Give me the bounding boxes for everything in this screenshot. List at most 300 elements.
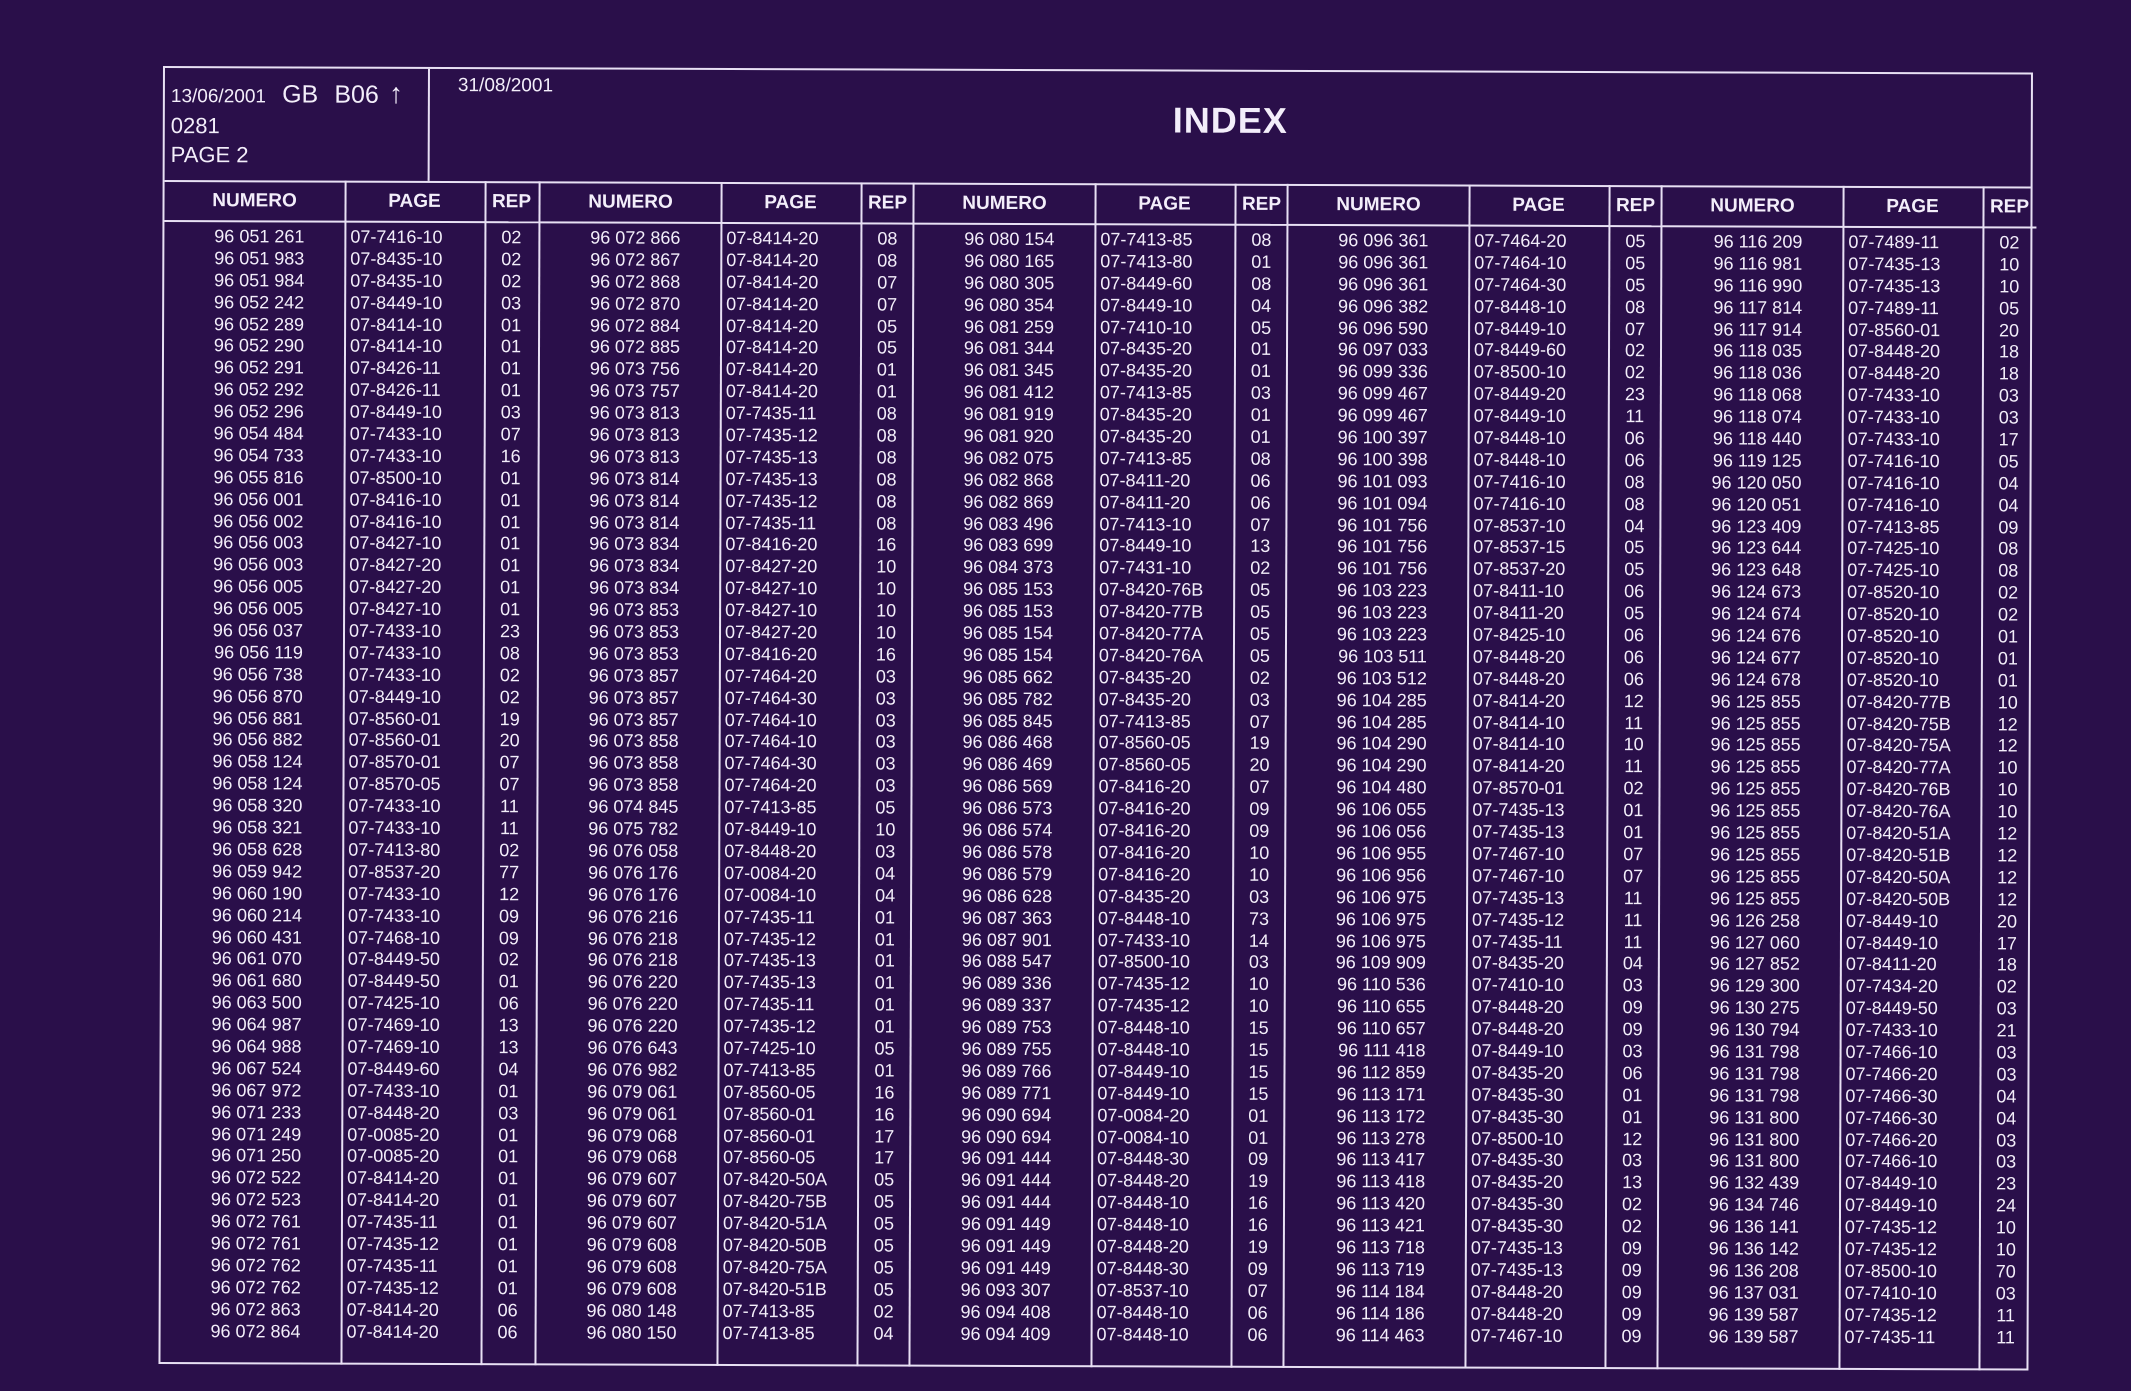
table-row [1285,1303,1659,1326]
table-row [1288,230,1662,253]
numero-cell: 96 096 361 [1338,251,1429,273]
table-row [1288,427,1662,450]
table-row [1285,1084,1659,1107]
table-row [538,1037,912,1060]
page-cell: 07-7416-10 [1847,450,1940,472]
table-row [914,272,1288,295]
rep-cell: 02 [499,840,520,861]
numero-cell: 96 099 467 [1337,405,1428,426]
page-cell: 07-7435-11 [723,906,815,927]
page-cell: 07-8411-20 [1473,602,1564,624]
rep-cell: 03 [875,753,896,774]
numero-cell: 96 104 285 [1336,711,1427,733]
header-page: PAGE [764,192,817,214]
numero-cell: 96 056 738 [212,663,303,685]
rep-cell: 10 [1997,801,2018,822]
table-row [1661,560,2035,583]
table-row [537,1081,911,1104]
table-row [1285,1127,1659,1150]
table-row [912,951,1286,974]
numero-cell: 96 076 220 [587,993,678,1014]
page-cell: 07-7435-11 [346,1211,438,1233]
rep-cell: 16 [875,644,897,665]
page-cell: 07-7435-11 [346,1255,438,1276]
numero-cell: 96 072 762 [210,1276,301,1298]
page-cell: 07-0085-20 [347,1146,440,1167]
rep-cell: 11 [1624,756,1643,777]
numero-cell: 96 076 982 [587,1059,678,1080]
numero-cell: 96 091 449 [960,1235,1051,1257]
numero-cell: 96 091 444 [960,1191,1052,1213]
page-cell: 07-8560-05 [1098,732,1191,754]
rep-cell: 09 [1621,1325,1642,1346]
numero-cell: 96 131 798 [1709,1041,1800,1062]
table-row [538,796,912,819]
page-cell: 07-8414-20 [346,1321,439,1342]
numero-cell: 96 099 336 [1337,361,1428,382]
page-cell: 07-8500-10 [349,467,442,488]
numero-cell: 96 073 834 [589,533,680,555]
table-row [911,1126,1285,1149]
rep-cell: 06 [497,1321,518,1342]
table-row [913,666,1287,689]
table-row [537,1103,911,1126]
table-row [1287,558,1661,581]
table-row [163,664,537,687]
table-row [537,1300,911,1323]
page-cell: 07-8448-20 [1847,341,1941,362]
column-headers [540,181,914,224]
numero-cell: 96 103 223 [1336,624,1428,645]
numero-cell: 96 082 075 [963,447,1054,469]
numero-cell: 96 076 176 [588,862,679,883]
page-cell: 07-8560-05 [723,1081,816,1103]
header-rep: REP [867,192,908,214]
numero-cell: 96 085 782 [962,688,1053,709]
rep-cell: 08 [1625,296,1646,317]
page-cell: 07-7467-10 [1472,843,1565,864]
table-row [911,1236,1285,1259]
page-cell: 07-8448-10 [1473,449,1566,470]
page-cell: 07-8414-20 [346,1299,439,1320]
header-rep: REP [1241,193,1282,215]
page-cell: 07-8414-20 [347,1167,440,1189]
rep-cell: 01 [1997,670,2018,691]
numero-cell: 96 089 755 [961,1038,1052,1060]
up-arrow-icon: ↑ [388,77,404,109]
page-cell: 07-8449-10 [1844,1195,1938,1216]
table-row [911,1170,1285,1193]
numero-cell: 96 124 676 [1710,625,1802,646]
page-cell: 07-7435-12 [725,490,818,511]
table-row [539,731,913,754]
numero-cell: 96 125 855 [1710,822,1801,843]
table-row [911,1082,1285,1105]
rep-cell: 08 [876,469,897,490]
rep-cell: 10 [1249,842,1270,863]
page-cell: 07-8420-50A [723,1169,828,1190]
table-row [1661,516,2035,539]
table-row [164,379,538,402]
rep-cell: 05 [1624,537,1645,558]
rep-cell: 03 [1995,1283,2016,1304]
table-row [161,1233,535,1256]
page-cell: 07-8435-20 [1099,338,1193,360]
rep-cell: 01 [1248,1105,1269,1126]
page-cell: 07-8448-10 [1096,1301,1189,1323]
numero-cell: 96 079 608 [586,1256,677,1277]
rep-cell: 09 [1621,1281,1642,1302]
numero-cell: 96 110 657 [1336,1018,1426,1039]
numero-cell: 96 081 412 [963,382,1054,403]
rep-cell: 02 [499,664,520,686]
page-cell: 07-8425-10 [1472,624,1566,645]
table-row [1659,1260,2033,1283]
numero-cell: 96 076 220 [587,971,678,993]
rep-cell: 03 [1622,975,1643,996]
table-row [1659,1216,2033,1239]
table-row [1659,1304,2033,1327]
numero-cell: 96 123 409 [1711,515,1802,537]
rep-cell: 02 [1624,340,1646,361]
table-row [912,842,1286,865]
table-row [1661,669,2035,692]
table-row [1662,275,2036,298]
numero-cell: 96 114 184 [1335,1280,1425,1302]
table-row [537,1234,911,1257]
numero-cell: 96 072 522 [210,1167,302,1188]
numero-cell: 96 080 165 [964,250,1055,272]
rep-cell: 05 [1625,231,1646,252]
rep-cell: 01 [874,1060,895,1081]
numero-cell: 96 117 814 [1713,297,1803,318]
page-cell: 07-8449-20 [1473,383,1566,405]
page-cell: 07-7431-10 [1099,557,1192,578]
table-row [1288,252,1662,275]
rep-cell: 02 [498,949,519,970]
table-row [913,710,1287,733]
rep-cell: 03 [875,841,896,862]
page-cell: 07-7433-10 [348,642,442,663]
numero-cell: 96 087 901 [961,929,1052,950]
rep-cell: 15 [1248,1017,1269,1038]
rep-cell: 10 [876,556,897,577]
column-headers [914,183,1288,226]
page-cell: 07-8427-20 [724,621,818,643]
numero-cell: 96 110 536 [1337,974,1426,995]
rep-cell: 07 [1249,711,1270,732]
header-page: PAGE [388,190,441,212]
page-cell: 07-8414-20 [726,315,819,336]
rep-cell: 01 [501,314,522,335]
page-cell: 07-8449-60 [1100,273,1193,294]
rep-cell: 01 [500,511,521,532]
table-row [1661,625,2035,648]
numero-cell: 96 106 056 [1336,821,1427,842]
rep-cell: 01 [874,907,896,928]
page-cell: 07-8449-10 [1473,405,1566,427]
rep-cell: 17 [874,1147,895,1168]
table-row [1662,406,2036,429]
page-cell: 07-7413-10 [1099,513,1192,535]
table-row [912,995,1286,1018]
table-row [539,490,913,513]
table-row [161,1255,535,1278]
numero-cell: 96 118 068 [1713,384,1802,405]
rep-cell: 01 [497,1234,518,1255]
page-cell: 07-8449-10 [1097,1061,1190,1082]
rep-cell: 12 [1997,714,2018,735]
numero-cell: 96 072 864 [210,1320,301,1342]
numero-cell: 96 054 484 [213,423,304,444]
table-row [537,1278,911,1301]
numero-cell: 96 113 172 [1336,1105,1426,1127]
page-cell: 07-8427-10 [349,533,442,554]
rep-cell: 04 [1998,473,2019,494]
table-row [914,229,1288,252]
numero-cell: 96 073 858 [588,774,679,796]
header-numero: NUMERO [588,191,673,213]
page-number: PAGE 2 [170,142,249,168]
numero-cell: 96 052 292 [213,379,304,400]
numero-cell: 96 051 984 [214,269,305,291]
table-row [1660,1041,2034,1064]
page-cell: 07-7435-13 [1472,821,1565,842]
page-cell: 07-8448-20 [347,1102,440,1123]
rep-cell: 01 [497,1190,519,1211]
rep-cell: 20 [499,730,520,751]
page-cell: 07-0084-10 [724,884,817,906]
page-cell: 07-8448-10 [1097,907,1191,929]
table-row [911,1323,1285,1346]
table-row [913,645,1287,668]
table-row [913,623,1287,646]
page-cell: 07-7435-13 [1472,887,1565,908]
rep-cell: 08 [1998,538,2019,559]
table-row [162,773,536,796]
page-cell: 07-7435-12 [723,1016,816,1037]
page-cell: 07-7433-10 [1847,385,1940,406]
page-cell: 07-8416-10 [349,511,442,532]
table-row [538,1015,912,1038]
rep-cell: 16 [500,446,521,467]
header-numero: NUMERO [212,190,297,212]
numero-cell: 96 091 449 [960,1213,1051,1235]
table-row [1659,1282,2033,1305]
table-row [1660,888,2034,911]
table-row [1285,1171,1659,1194]
numero-cell: 96 081 919 [963,403,1054,425]
numero-cell: 96 081 345 [963,360,1054,381]
numero-cell: 96 076 220 [587,1015,678,1036]
table-row [163,620,537,643]
table-row [162,883,536,906]
page-cell: 07-8560-01 [723,1103,816,1124]
numero-cell: 96 074 845 [588,796,679,817]
rep-cell: 07 [1247,1280,1268,1301]
table-row [1660,778,2034,801]
rep-cell: 06 [1623,668,1644,689]
table-row [1285,1106,1659,1129]
table-row [540,424,914,447]
rep-cell: 01 [1622,1106,1643,1127]
rep-cell: 03 [1622,1150,1643,1171]
table-row [539,753,913,776]
rep-cell: 05 [1250,601,1271,623]
page-cell: 07-8435-20 [1471,1062,1564,1083]
numero-cell: 96 083 496 [963,513,1054,534]
page-cell: 07-7416-10 [1847,494,1940,515]
table-row [163,489,537,512]
region-code: GB [282,80,319,109]
table-row [1661,538,2035,561]
numero-cell: 96 081 920 [963,425,1054,447]
numero-cell: 96 125 855 [1710,778,1801,799]
numero-cell: 96 086 469 [962,754,1053,775]
table-row [912,1039,1286,1062]
rep-cell: 09 [1622,997,1643,1018]
rep-cell: 02 [501,227,522,248]
page-cell: 07-8420-50A [1846,866,1951,888]
numero-cell: 96 058 628 [212,839,303,860]
column-headers [1288,184,1662,227]
table-row [1659,1194,2033,1217]
page-cell: 07-8560-01 [348,730,441,751]
table-row [538,928,912,951]
column-headers [164,180,538,223]
page-cell: 07-7425-10 [1847,560,1940,581]
numero-cell: 96 113 171 [1336,1083,1426,1105]
numero-cell: 96 120 050 [1711,472,1802,493]
rep-cell: 02 [1998,582,2019,603]
numero-cell: 96 079 607 [586,1168,678,1190]
table-row [913,491,1287,514]
page-cell: 07-8426-11 [349,379,441,401]
page-cell: 07-8411-20 [1099,470,1191,491]
rep-cell: 19 [1249,733,1270,754]
rep-cell: 20 [1996,911,2018,932]
table-row [537,1147,911,1170]
page-cell: 07-7433-10 [349,445,442,466]
page-cell: 07-7413-85 [1847,516,1940,537]
rep-cell: 08 [877,250,898,271]
table-row [912,820,1286,843]
page-cell: 07-7464-20 [724,775,817,796]
rep-cell: 17 [1996,932,2018,953]
page-cell: 07-8449-10 [1099,535,1192,557]
rep-cell: 21 [1996,1020,2017,1041]
column-headers [1662,185,2036,228]
rep-cell: 06 [1624,450,1645,471]
rep-cell: 23 [1996,1173,2017,1194]
rep-cell: 10 [875,819,896,840]
numero-cell: 96 113 719 [1336,1258,1425,1280]
table-row [161,1080,535,1103]
rep-cell: 05 [877,316,898,337]
numero-cell: 96 052 296 [213,401,304,422]
page-cell: 07-7489-11 [1848,297,1939,318]
numero-cell: 96 072 863 [210,1298,301,1320]
rep-cell: 01 [498,1080,519,1101]
rep-cell: 03 [1996,998,2017,1019]
table-row [1661,735,2035,758]
table-row [540,227,914,250]
table-row [1661,757,2035,780]
numero-cell: 96 086 578 [962,841,1053,863]
rep-cell: 16 [1247,1214,1269,1235]
page-cell: 07-8420-50B [1846,888,1951,909]
numero-cell: 96 072 762 [210,1255,301,1276]
numero-cell: 96 072 866 [590,227,681,248]
header-rep: REP [491,191,532,213]
table-row [1288,274,1662,297]
rep-cell: 13 [498,1037,519,1058]
rep-cell: 01 [497,1277,518,1298]
rep-cell: 02 [1623,778,1644,799]
table-row [1287,602,1661,625]
numero-cell: 96 104 285 [1336,689,1427,711]
page-cell: 07-8537-20 [1473,558,1566,580]
numero-cell: 96 059 942 [212,861,303,882]
page-cell: 07-7413-80 [1100,251,1193,272]
page-cell: 07-8449-10 [1845,910,1939,931]
rep-cell: 05 [1998,451,2019,472]
page-cell: 07-8435-20 [1098,688,1191,710]
numero-cell: 96 064 988 [211,1036,302,1057]
table-row [161,1189,535,1212]
rep-cell: 05 [873,1235,894,1256]
numero-cell: 96 136 141 [1708,1216,1799,1237]
rep-cell: 02 [1999,232,2020,253]
rep-cell: 06 [1624,428,1645,449]
page-cell: 07-7433-10 [1847,428,1940,450]
page-cell: 07-8449-10 [1097,1083,1190,1104]
page-cell: 07-7413-85 [1098,710,1191,732]
numero-cell: 96 125 855 [1710,734,1801,756]
numero-cell: 96 123 648 [1711,559,1802,581]
numero-cell: 96 096 590 [1337,317,1429,338]
numero-cell: 96 073 813 [589,446,680,467]
page-cell: 07-8520-10 [1846,625,1940,647]
numero-cell: 96 056 003 [213,532,304,553]
numero-cell: 96 101 756 [1337,558,1428,579]
rep-cell: 07 [1625,318,1646,339]
numero-cell: 96 063 500 [211,992,302,1013]
rep-cell: 06 [1623,625,1645,646]
page-cell: 07-8448-20 [1096,1236,1189,1257]
page-cell: 07-7464-10 [724,709,817,730]
table-row [1286,1018,1660,1041]
rep-cell: 19 [1248,1171,1269,1192]
rep-cell: 70 [1995,1261,2016,1282]
table-row [540,337,914,360]
table-row [1288,383,1662,406]
table-row [1288,405,1662,428]
page-cell: 07-8420-51A [1846,822,1951,844]
table-row [164,401,538,424]
table-row [913,601,1287,624]
numero-cell: 96 085 845 [962,710,1053,731]
numero-cell: 96 072 867 [590,249,681,270]
rep-cell: 13 [1250,536,1271,557]
page-cell: 07-7435-11 [725,403,817,424]
rep-cell: 10 [876,578,897,599]
page-cell: 07-8448-20 [1847,363,1941,384]
page-cell: 07-7469-10 [347,1036,440,1057]
numero-cell: 96 101 756 [1337,514,1428,535]
rep-cell: 12 [1623,690,1644,711]
rep-cell: 11 [499,818,519,839]
